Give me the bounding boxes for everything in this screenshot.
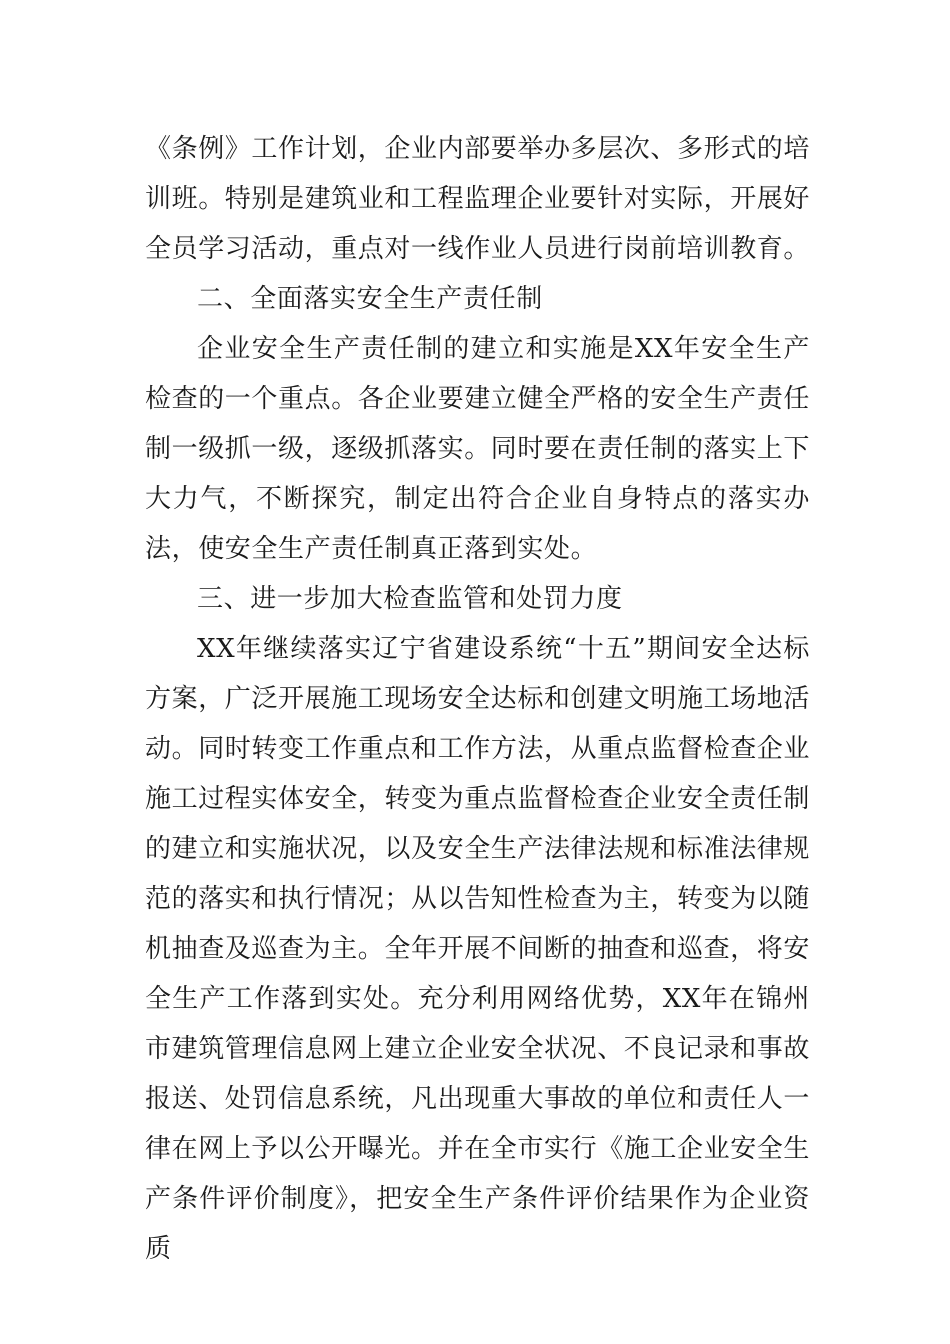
section-heading-responsibility: 二、全面落实安全生产责任制 bbox=[197, 284, 543, 314]
section-heading-inspection: 三、进一步加大检查监管和处罚力度 bbox=[197, 584, 623, 614]
paragraph-training: 《条例》工作计划，企业内部要举办多层次、多形式的培训班。特别是建筑业和工程监理企业要针对实际，开展好全员学习活动，重点对一线作业人员进行岗前培训教育。 bbox=[145, 134, 811, 264]
paragraph-inspection: XX年继续落实辽宁省建设系统“十五”期间安全达标方案，广泛开展施工现场安全达标和创建文明施工场地活动。同时转变工作重点和工作方法，从重点监督检查企业施工过程实体安全，转变为重点监督检查企业安全责任制的建立和实施状况，以及安全生产法律法规和标准法律规范的落实和执行情况；从以告知性检查为主，转变为以随机抽查及巡查为主。全年开展不间断的抽查和巡查，将安全生产工作落到实处。充分利用网络优势，XX年在锦州市建筑管理信息网上建立企业安全状况、不良记录和事故报送、处罚信息系统，凡出现重大事故的单位和责任人一律在网上予以公开曝光。并在全市实行《施工企业安全生产条件评价制度》，把安全生产条件评价结果作为企业资质 bbox=[145, 634, 811, 1264]
document-body bbox=[145, 124, 810, 1274]
paragraph-responsibility: 企业安全生产责任制的建立和实施是XX年安全生产检查的一个重点。各企业要建立健全严格的安全生产责任制一级抓一级，逐级抓落实。同时要在责任制的落实上下大力气，不断探究，制定出符合企业自身特点的落实办法，使安全生产责任制真正落到实处。 bbox=[145, 334, 811, 564]
